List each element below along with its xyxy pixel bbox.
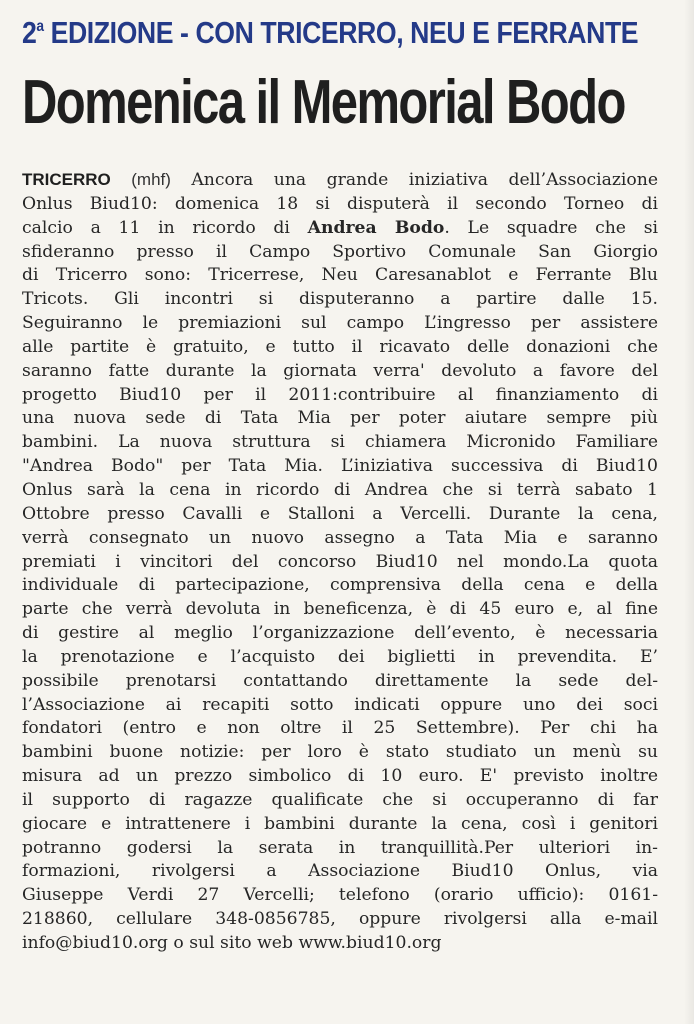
article-line: giocare e intrattenere i bambini durante la cena, così i genitori	[22, 813, 658, 834]
article-line: il supporto di ragazze qualificate che si occuperanno di far	[22, 789, 658, 810]
article-line: Seguiranno le premiazioni sul campo L’ingresso per assistere	[22, 313, 658, 334]
line-text: calcio a 11 in ricordo di	[22, 217, 308, 238]
kicker-superscript: a	[36, 18, 44, 35]
dateline: TRICERRO	[22, 170, 111, 189]
article-line: la prenotazione e l’acquisto dei biglietti in prevendita. E’	[22, 646, 658, 667]
article-line: l’Associazione ai recapiti sotto indicati oppure uno dei soci	[22, 694, 658, 715]
main-headline: Domenica il Memorial Bodo	[22, 68, 625, 137]
article-line	[22, 168, 658, 193]
article-line: info@biud10.org o sul sito web www.biud10.org	[22, 933, 442, 953]
line-text: . Le squadre che si	[444, 217, 658, 238]
article-line: fondatori (entro e non oltre il 25 Settembre). Per chi ha	[22, 718, 658, 739]
article-line: possibile prenotarsi contattando direttamente la sede del-	[22, 670, 658, 691]
article-line: bambini buone notizie: per loro è stato studiato un menù su	[22, 742, 658, 763]
kicker-headline	[22, 14, 639, 52]
article-line	[22, 217, 658, 241]
article-line: misura ad un prezzo simbolico di 10 euro. E' previsto inoltre	[22, 766, 658, 787]
byline: (mhf)	[131, 170, 171, 189]
article-line: verrà consegnato un nuovo assegno a Tata Mia e saranno	[22, 527, 658, 548]
article-line: progetto Biud10 per il 2011:contribuire al finanziamento di	[22, 384, 658, 405]
article-line: "Andrea Bodo" per Tata Mia. L’iniziativa successiva di Biud10	[22, 456, 658, 477]
bold-person-name: Andrea Bodo	[307, 217, 445, 238]
kicker-prefix: 2	[22, 15, 37, 50]
article-line: alle partite è gratuito, e tutto il ricavato delle donazioni che	[22, 336, 658, 357]
article-line: Tricots. Gli incontri si disputeranno a partire dalle 15.	[22, 289, 658, 310]
article-line: Ottobre presso Cavalli e Stalloni a Vercelli. Durante la cena,	[22, 503, 658, 524]
article-line: individuale di partecipazione, comprensiva della cena e della	[22, 575, 658, 596]
line-text: Ancora una grande iniziativa dell’Associazione	[170, 170, 658, 190]
kicker-text: EDIZIONE - CON TRICERRO, NEU E FERRANTE	[43, 15, 639, 50]
article-line: 218860, cellulare 348-0856785, oppure rivolgersi alla e-mail	[22, 909, 658, 930]
article-line: saranno fatte durante la giornata verra' devoluto a favore del	[22, 360, 658, 381]
article-line: Giuseppe Verdi 27 Vercelli; telefono (orario ufficio): 0161-	[22, 885, 658, 906]
article-line: Onlus Biud10: domenica 18 si disputerà il secondo Torneo di	[22, 193, 658, 214]
article-line: premiati i vincitori del concorso Biud10 nel mondo.La quota	[22, 551, 658, 572]
article-line: bambini. La nuova struttura si chiamera Micronido Familiare	[22, 432, 658, 453]
article-line: formazioni, rivolgersi a Associazione Biud10 Onlus, via	[22, 861, 658, 882]
paper-edge-shadow	[684, 0, 694, 1024]
article-line: sfideranno presso il Campo Sportivo Comunale San Giorgio	[22, 241, 658, 262]
article-line: Onlus sarà la cena in ricordo di Andrea che si terrà sabato 1	[22, 479, 658, 500]
article-line: potranno godersi la serata in tranquillità.Per ulteriori in-	[22, 837, 658, 858]
article-line: di gestire al meglio l’organizzazione dell’evento, è necessaria	[22, 623, 658, 644]
article-line: una nuova sede di Tata Mia per poter aiutare sempre più	[22, 408, 658, 429]
article-line: parte che verrà devoluta in beneficenza, è di 45 euro e, al fine	[22, 599, 658, 620]
article-body	[22, 168, 658, 956]
article-line: di Tricerro sono: Tricerrese, Neu Caresanablot e Ferrante Blu	[22, 265, 658, 286]
